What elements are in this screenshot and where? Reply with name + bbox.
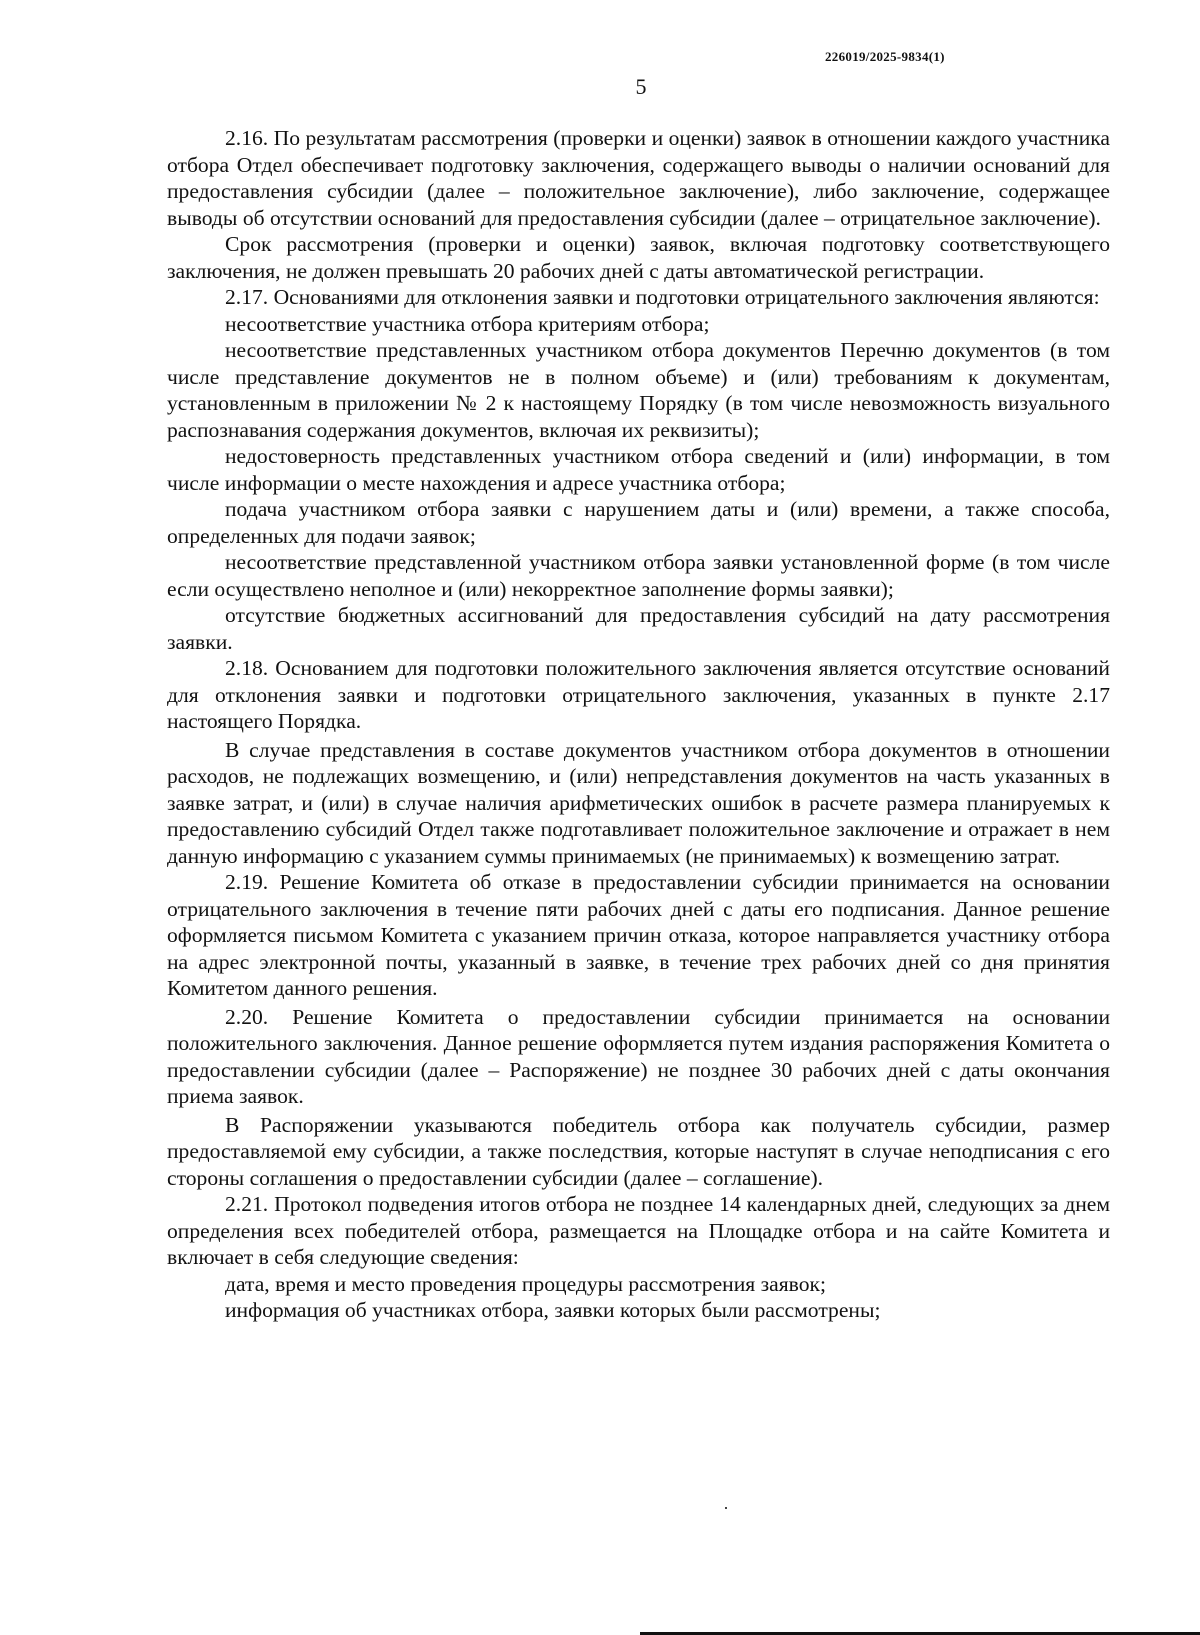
list-item-late-submission: подача участником отбора заявки с нарушением даты и (или) времени, а также способа, определенных для подачи заявок;	[167, 497, 1110, 548]
paragraph-2-20-order-contents: В Распоряжении указываются победитель отбора как получатель субсидии, размер предоставляемой ему субсидии, а также последствия, которые наступят в случае неподписания с его стороны соглашения о предоставлении субсидии (далее – соглашение).	[167, 1112, 1110, 1190]
scan-speck	[725, 1507, 727, 1509]
list-item-date-time-place: дата, время и место проведения процедуры рассмотрения заявок;	[225, 1271, 826, 1296]
paragraph-2-18: 2.18. Основанием для подготовки положительного заключения является отсутствие оснований для отклонения заявки и подготовки отрицательного заключения, указанных в пункте 2.17 настоящего Порядка.	[167, 656, 1110, 733]
list-item-participants-info: информация об участниках отбора, заявки которых были рассмотрены;	[225, 1298, 881, 1322]
document-registration-number: 226019/2025-9834(1)	[825, 49, 945, 64]
paragraph-2-19: 2.19. Решение Комитета об отказе в предоставлении субсидии принимается на основании отрицательного заключения в течение пяти рабочих дней с даты его подписания. Данное решение оформляется письмом Комитета с указанием причин отказа, которое направляется участнику отбора на адрес электронной почты, указанный в заявке, в течение трех рабочих дней со дня принятия Комитетом данного решения.	[167, 870, 1110, 1000]
list-item-form-mismatch: несоответствие представленной участником отбора заявки установленной форме (в том числе если осуществлено неполное и (или) некорректное заполнение формы заявки);	[167, 550, 1110, 601]
page-number: 5	[635, 74, 647, 99]
paragraph-review-deadline: Срок рассмотрения (проверки и оценки) заявок, включая подготовку соответствующего заключения, не должен превышать 20 рабочих дней с даты автоматической регистрации.	[167, 232, 1110, 283]
list-item-documents-mismatch: несоответствие представленных участником отбора документов Перечню документов (в том числе представление документов не в полном объеме) и (или) требованиям к документам, установленным в приложении № 2 к настоящему Порядку (в том числе невозможность визуального распознавания содержания документов, включая их реквизиты);	[167, 338, 1110, 442]
list-item-false-information: недостоверность представленных участником отбора сведений и (или) информации, в том числе информации о месте нахождения и адресе участника отбора;	[167, 444, 1110, 495]
paragraph-2-17: 2.17. Основаниями для отклонения заявки и подготовки отрицательного заключения являются:	[225, 285, 1100, 309]
list-item-no-budget: отсутствие бюджетных ассигнований для предоставления субсидий на дату рассмотрения заявки.	[167, 603, 1110, 654]
paragraph-2-18-expenses: В случае представления в составе документов участником отбора документов в отношении расходов, не подлежащих возмещению, и (или) непредставления документов на часть указанных в заявке затрат, и (или) в случае наличия арифметических ошибок в расчете размера планируемых к предоставлению субсидий Отдел также подготавливает положительное заключение и отражает в нем данную информацию с указанием суммы принимаемых (не принимаемых) к возмещению затрат.	[167, 737, 1110, 868]
paragraph-2-21: 2.21. Протокол подведения итогов отбора не позднее 14 календарных дней, следующих за днем определения всех победителей отбора, размещается на Площадке отбора и на сайте Комитета и включает в себя следующие сведения:	[167, 1192, 1110, 1269]
paragraph-2-20: 2.20. Решение Комитета о предоставлении субсидии принимается на основании положительного заключения. Данное решение оформляется путем издания распоряжения Комитета о предоставлении субсидии (далее – Распоряжение) не позднее 30 рабочих дней с даты окончания приема заявок.	[167, 1004, 1110, 1108]
paragraph-2-16: 2.16. По результатам рассмотрения (проверки и оценки) заявок в отношении каждого участника отбора Отдел обеспечивает подготовку заключения, содержащего выводы о наличии оснований для предоставления субсидии (далее – положительное заключение), либо заключение, содержащее выводы об отсутствии оснований для предоставления субсидии (далее – отрицательное заключение).	[167, 126, 1110, 230]
list-item-criteria-mismatch: несоответствие участника отбора критериям отбора;	[225, 311, 710, 336]
document-body	[167, 125, 1110, 1324]
